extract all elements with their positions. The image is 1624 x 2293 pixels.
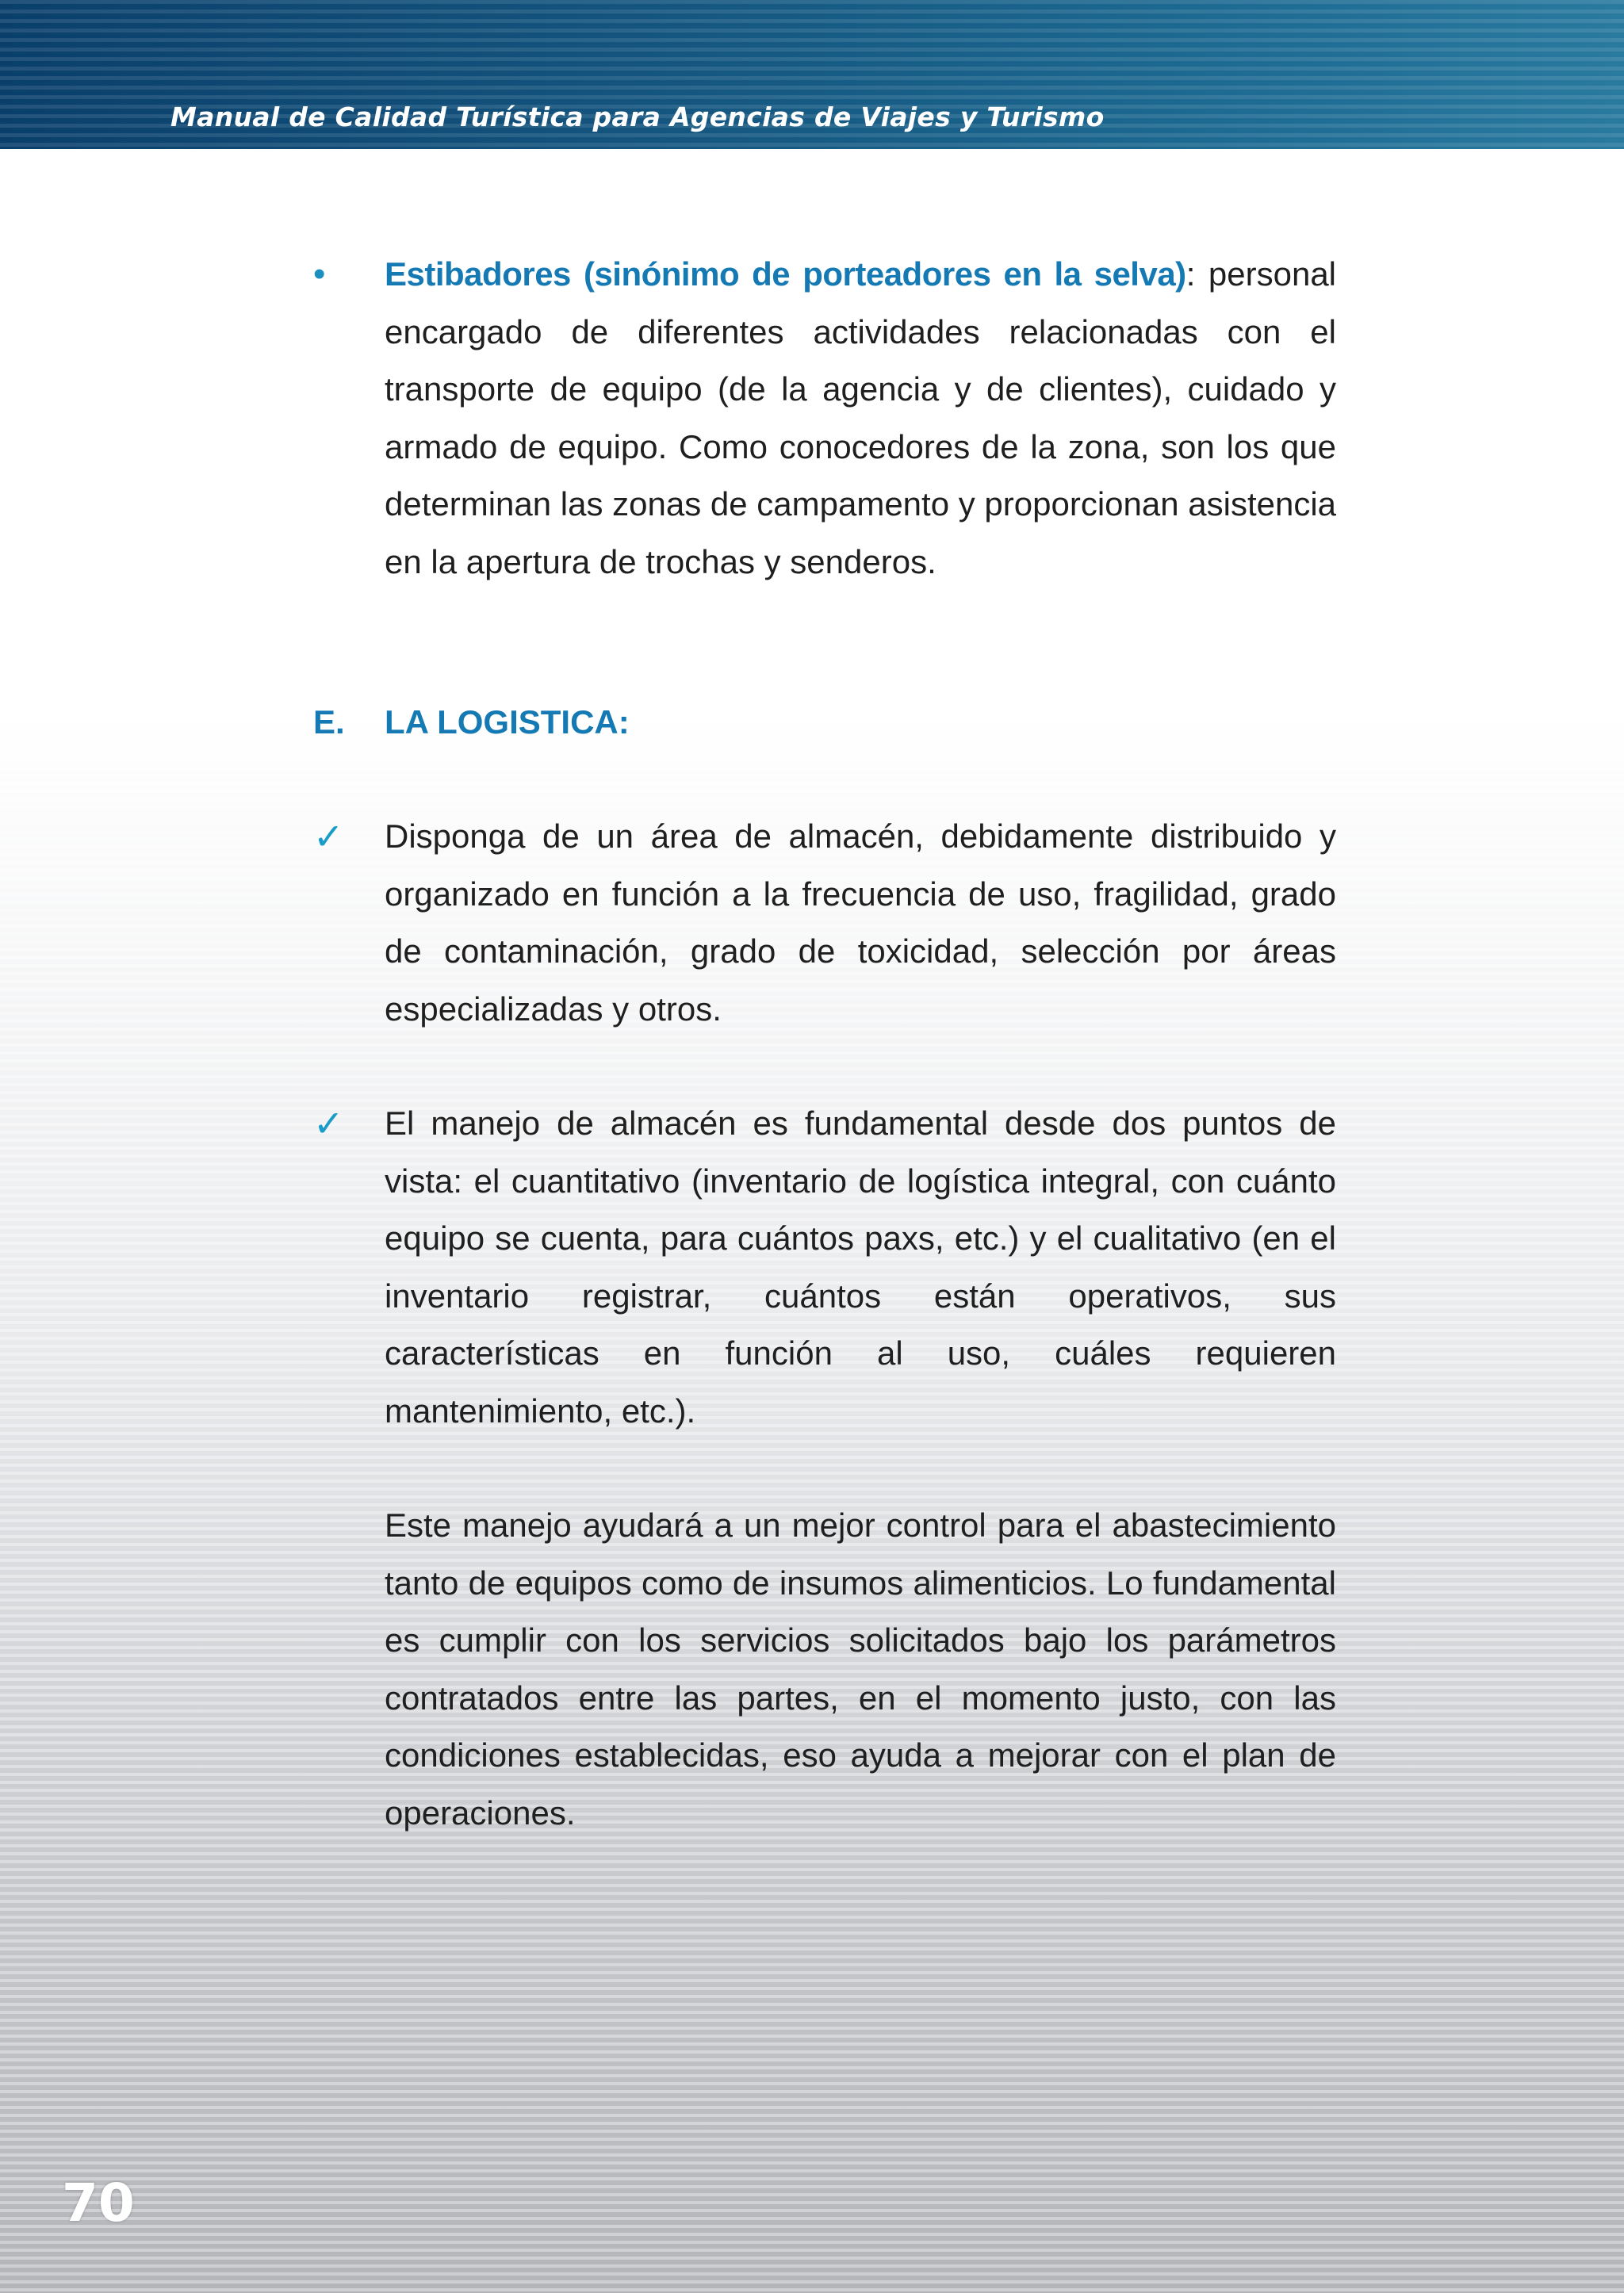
bullet-dot-icon: • bbox=[313, 255, 326, 293]
checkmark-icon: ✓ bbox=[313, 1103, 344, 1144]
page-number: 70 bbox=[62, 2172, 135, 2234]
closing-paragraph: Este manejo ayudará a un mejor control para el abastecimiento tanto de equipos como de insumos alimenticios. Lo fundamental es cumplir con los servicios solicitados bajo los parámetros contratados entre las partes, en el momento justo, con las condiciones establecidas, eso ayuda a mejorar con el plan de operaciones. bbox=[385, 1506, 1336, 1832]
check-item-text: El manejo de almacén es fundamental desde dos puntos de vista: el cuantitativo (inventario de logística integral, con cuánto equipo se cuenta, para cuántos paxs, etc.) y el cualitativo (en el inventario registrar, cuántos están operativos, sus características en función al uso, cuáles requieren mantenimiento, etc.). bbox=[385, 1104, 1336, 1430]
bullet-item-estibadores bbox=[313, 246, 1336, 591]
term-estibadores: Estibadores (sinónimo de porteadores en la selva) bbox=[385, 255, 1186, 293]
page-content bbox=[313, 246, 1336, 1842]
check-item-1 bbox=[313, 808, 1336, 1038]
bullet-text: personal encargado de diferentes actividades relacionadas con el transporte de equipo (de la agencia y de clientes), cuidado y armado de equipo. Como conocedores de la zona, son los que determinan las zonas de campamento y proporcionan asistencia en la apertura de trochas y senderos. bbox=[385, 255, 1337, 580]
page-header bbox=[0, 0, 1624, 149]
section-title: LA LOGISTICA: bbox=[385, 703, 630, 741]
bullet-paragraph bbox=[385, 246, 1336, 591]
term-separator: : bbox=[1185, 255, 1208, 293]
header-title: Manual de Calidad Turística para Agencias de Viajes y Turismo bbox=[170, 101, 1105, 132]
check-item-2 bbox=[313, 1095, 1336, 1440]
check-item-text: Disponga de un área de almacén, debidamente distribuido y organizado en función a la frecuencia de uso, fragilidad, grado de contaminación, grado de toxicidad, selección por áreas especializadas y otros. bbox=[385, 817, 1336, 1028]
section-heading-logistica bbox=[313, 694, 1336, 751]
closing-paragraph-block bbox=[313, 1497, 1336, 1842]
checkmark-icon: ✓ bbox=[313, 816, 344, 857]
section-letter: E. bbox=[313, 703, 345, 741]
